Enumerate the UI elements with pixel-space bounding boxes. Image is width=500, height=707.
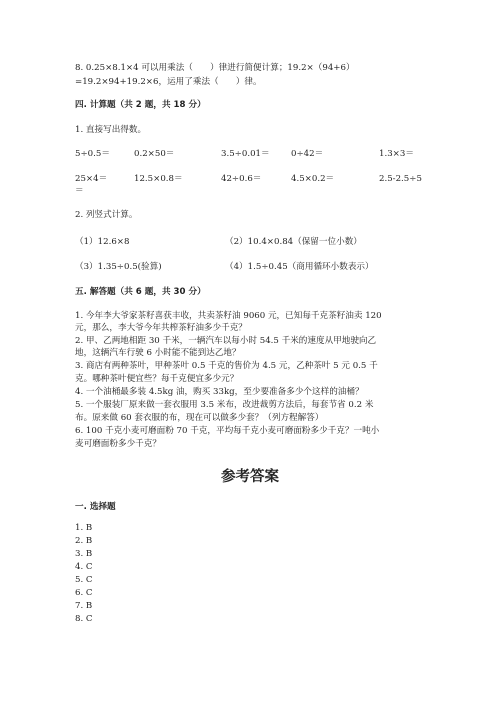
answer-key-title: 参考答案: [221, 468, 279, 485]
answer-item: 2. B: [75, 536, 93, 546]
section-4-question-2-label: 2. 列竖式计算。: [75, 210, 138, 220]
word-problem-line: 3. 商店有两种茶叶，甲种茶叶 0.5 千克的售价为 4.5 元，乙种茶叶 5 元 0.5 千: [75, 361, 378, 371]
answer-item: 4. C: [75, 562, 93, 572]
word-problem-line: 布。原来做 60 套衣服的布，现在可以做多少套？（列方程解答）: [75, 413, 324, 423]
calc-item: 25×4＝: [75, 174, 108, 184]
calc-item: 42÷0.6＝: [221, 174, 262, 184]
vertical-calc-row-1: [75, 236, 435, 248]
word-problem-line: 5. 一个服装厂原来做一套衣服用 3.5 米布，改进裁剪方法后，每套节省 0.2 米: [75, 400, 374, 410]
calc-item: 0÷42＝: [291, 149, 324, 159]
answer-item: 8. C: [75, 614, 93, 624]
word-problem-line: 麦可磨面粉多少千克？: [75, 439, 161, 449]
calc-row-2-wrap: ＝: [75, 186, 84, 196]
word-problem-line: 2. 甲、乙两地相距 30 千米，一辆汽车以每小时 54.5 千米的速度从甲地驶向乙: [75, 336, 377, 346]
answer-section-1-heading: 一. 选择题: [75, 502, 116, 512]
answer-item: 5. C: [75, 575, 93, 585]
vertical-calc-item: （3）1.35÷0.5(验算): [75, 262, 162, 272]
calc-item: 4.5×0.2＝: [291, 174, 335, 184]
word-problem-line: 元，那么，李大爷今年共榨茶籽油多少千克？: [75, 323, 247, 333]
answer-item: 1. B: [75, 523, 93, 533]
calc-row-1: [75, 148, 435, 160]
answer-item: 3. B: [75, 549, 93, 559]
word-problem-line: 1. 今年李大爷家茶籽喜获丰收，共卖茶籽油 9060 元，已知每千克茶籽油卖 120: [75, 311, 382, 321]
answer-item: 7. B: [75, 601, 93, 611]
calc-item: 0.2×50＝: [134, 149, 175, 159]
fill-blank-question-8-line-1: 8. 0.25×8.1×4 可以用乘法（ ）律进行简便计算；19.2×（94+6）: [75, 63, 355, 73]
calc-row-2: [75, 173, 435, 185]
word-problem-line: 4. 一个油桶最多装 4.5kg 油，购买 33kg，至少要准备多少个这样的油桶？: [75, 387, 364, 397]
word-problem-line: 地，这辆汽车行驶 6 小时能不能到达乙地？: [75, 348, 241, 358]
section-5-heading: 五. 解答题（共 6 题，共 30 分）: [75, 287, 206, 297]
word-problem-line: 克。哪种茶叶便宜些？每千克便宜多少元？: [75, 374, 239, 384]
vertical-calc-item: （1）12.6×8: [75, 237, 130, 247]
calc-item: 1.3×3＝: [379, 149, 414, 159]
answer-item: 6. C: [75, 588, 93, 598]
vertical-calc-item: （2）10.4×0.84（保留一位小数）: [225, 237, 362, 247]
section-4-question-1-label: 1. 直接写出得数。: [75, 125, 147, 135]
section-4-heading: 四. 计算题（共 2 题，共 18 分）: [75, 100, 206, 110]
calc-item: 5÷0.5＝: [75, 149, 110, 159]
calc-item: 3.5÷0.01＝: [221, 149, 270, 159]
vertical-calc-item: （4）1.5÷0.45（商用循环小数表示）: [225, 262, 374, 272]
vertical-calc-row-2: [75, 261, 435, 273]
fill-blank-question-8-line-2: =19.2×94+19.2×6，运用了乘法（ ）律。: [75, 77, 262, 87]
word-problem-line: 6. 100 千克小麦可磨面粉 70 千克，平均每千克小麦可磨面粉多少千克？一吨小: [75, 426, 380, 436]
calc-item: 12.5×0.8＝: [134, 174, 183, 184]
calc-item: 2.5-2.5÷5: [379, 174, 422, 184]
